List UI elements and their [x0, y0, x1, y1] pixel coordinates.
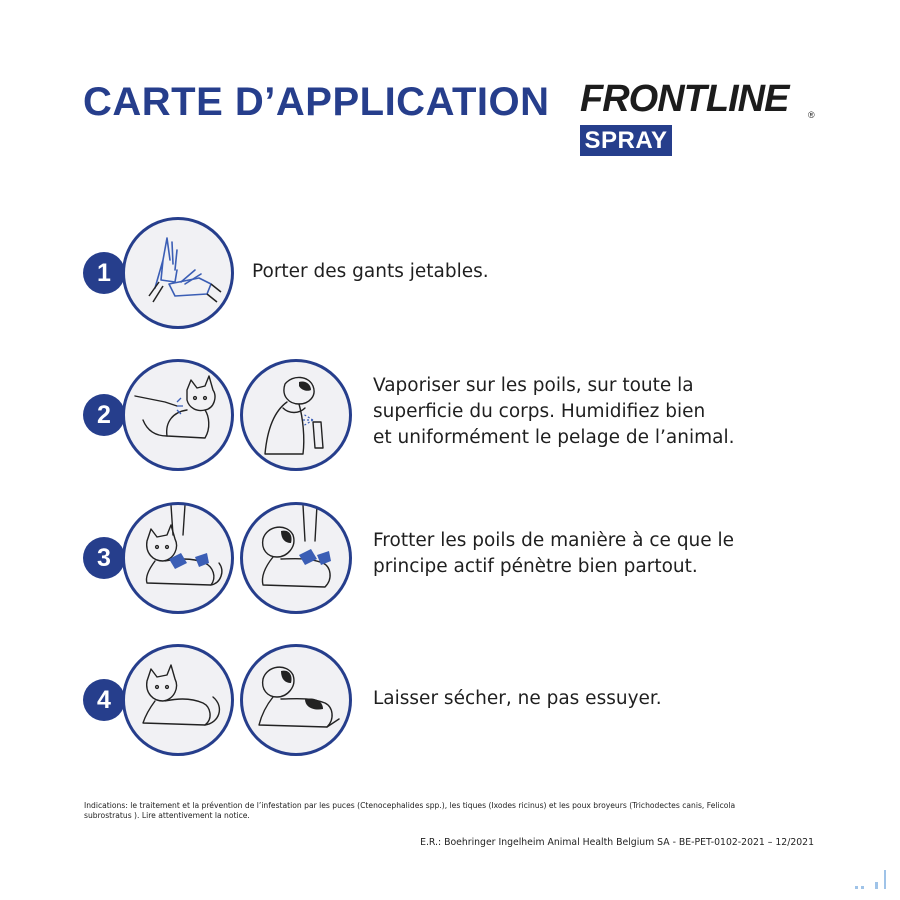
step-text — [252, 259, 489, 285]
logo-spray-badge: SPRAY — [580, 125, 672, 156]
step-number: 2 — [83, 394, 125, 436]
step-3 — [0, 498, 900, 618]
dog-rest-icon — [240, 644, 352, 756]
dog-rub-icon — [240, 502, 352, 614]
cat-spray-icon — [122, 359, 234, 471]
frontline-logo — [580, 78, 820, 160]
step-text-line: principe actif pénètre bien partout. — [373, 556, 698, 577]
dog-spray-icon — [240, 359, 352, 471]
step-2 — [0, 355, 900, 475]
step-number: 1 — [83, 252, 125, 294]
page-title: CARTE D’APPLICATION — [83, 80, 550, 124]
cat-rest-icon — [122, 644, 234, 756]
decorative-corner-mark — [850, 860, 895, 895]
logo-wordmark: FRONTLINE — [580, 78, 789, 120]
cat-rub-icon — [122, 502, 234, 614]
step-4 — [0, 640, 900, 760]
indications-line: Indications: le traitement et la prévention de l’infestation par les puces (Ctenocephalides spp.), les tiques (Ixodes ricinus) et les poux broyeurs (Trichodectes canis, Felicola — [84, 801, 736, 810]
step-number: 3 — [83, 537, 125, 579]
step-text — [373, 373, 735, 451]
step-text — [373, 528, 734, 580]
step-number: 4 — [83, 679, 125, 721]
step-text — [373, 686, 662, 712]
indications-note — [84, 801, 824, 821]
step-text-line: Frotter les poils de manière à ce que le — [373, 530, 735, 551]
responsible-editor: E.R.: Boehringer Ingelheim Animal Health Belgium SA - BE-PET-0102-2021 – 12/2021 — [420, 837, 814, 848]
step-text-line: Vaporiser sur les poils, sur toute la — [373, 375, 694, 396]
step-text-line: Laisser sécher, ne pas essuyer. — [373, 688, 662, 709]
step-text-line: Porter des gants jetables. — [252, 261, 489, 282]
logo-registered-mark: ® — [808, 110, 815, 120]
gloves-icon — [122, 217, 234, 329]
step-text-line: et uniformément le pelage de l’animal. — [373, 427, 735, 448]
step-text-line: superficie du corps. Humidifiez bien — [373, 401, 706, 422]
step-1 — [0, 213, 900, 333]
indications-line: subrostratus ). Lire attentivement la notice. — [84, 811, 250, 820]
